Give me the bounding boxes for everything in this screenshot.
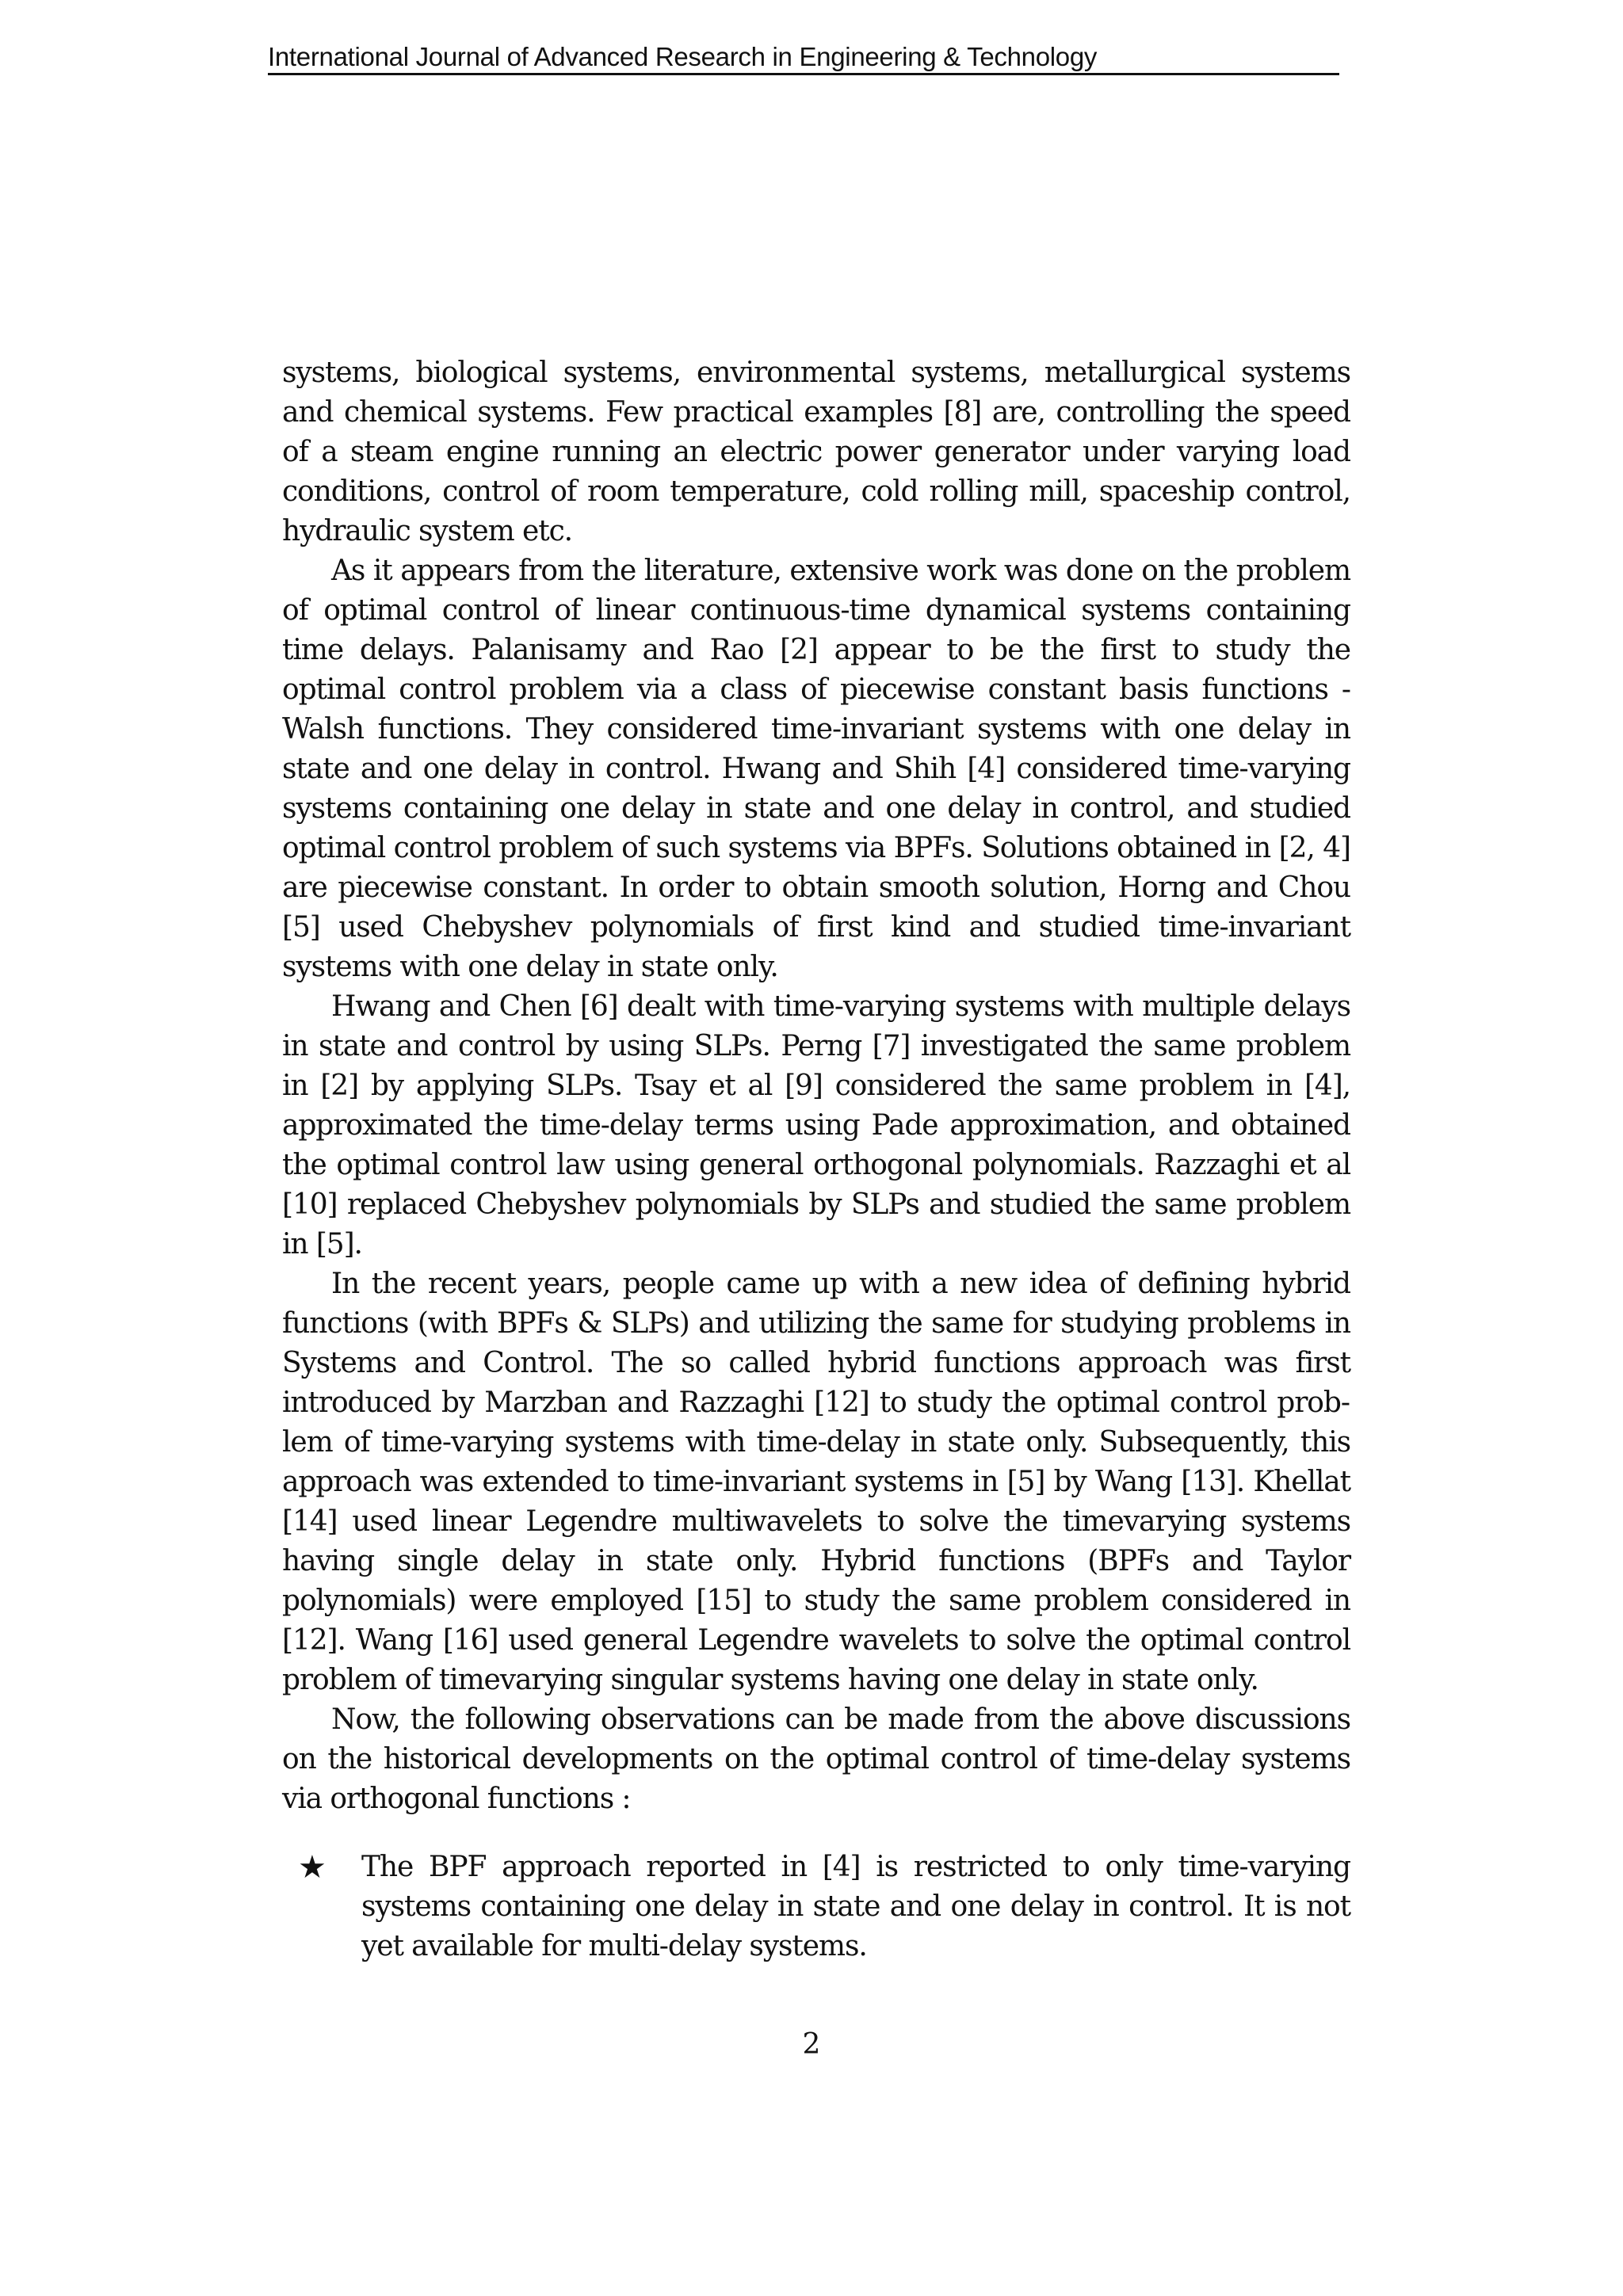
star-bullet-icon: ★	[298, 1849, 326, 1886]
paragraph-literature-review: As it appears from the literature, extensive work was done on the problem of optimal control of linear continuous-time dynamical systems containing time delays. Palanisamy and Rao [2] appear to be the first to study the optimal control problem via a class of piecewise constant basis functions - Walsh functions. They considered time-invariant systems with one delay in state and one delay in control. Hwang and Shih [4] considered time-varying systems containing one delay in state and one delay in control, and studied optimal control problem of such systems via BPFs. Solutions obtained in [2, 4] are piecewise constant. In order to obtain smooth solution, Horng and Chou [5] used Chebyshev polynomials of first kind and studied time-invariant systems with one delay in state only.	[282, 555, 1350, 983]
list-item	[282, 1848, 1350, 1966]
list-item-text: The BPF approach reported in [4] is restricted to only time-varying systems containing one delay in state and one delay in control. It is not yet available for multi-delay systems.	[361, 1851, 1350, 1962]
paragraph-slp-methods: Hwang and Chen [6] dealt with time-varying systems with multiple delays in state and control by using SLPs. Perng [7] investigated the same problem in [2] by applying SLPs. Tsay et al [9] considered the same problem in [4], approximated the time-delay terms using Pade approximation, and obtained the optimal control law using general orthogonal polynomials. Razzaghi et al [10] replaced Chebyshev polynomials by SLPs and studied the same problem in [5].	[282, 990, 1350, 1261]
paragraph-observations-intro: Now, the following observations can be made from the above discussions on the historical developments on the optimal control of time-delay systems via orthogonal functions :	[282, 1703, 1350, 1815]
page-number: 2	[802, 2028, 821, 2061]
journal-header: International Journal of Advanced Research in Engineering & Technology	[268, 41, 1339, 75]
observations-list	[282, 1848, 1350, 1966]
body-text	[282, 353, 1350, 1966]
paragraph-continuation: systems, biological systems, environmental systems, metallurgical systems and chemical systems. Few practical examples [8] are, controlling the speed of a steam engine running an electric power generator under varying load conditions, control of room temperature, cold rolling mill, spaceship control, hydraulic system etc.	[282, 357, 1350, 547]
paragraph-hybrid-functions: In the recent years, people came up with a new idea of defining hybrid functions (with BPFs & SLPs) and utilizing the same for studying problems in Systems and Control. The so called hybrid functions approach was first introduced by Marzban and Razzaghi [12] to study the optimal control problem of time-varying systems with time-delay in state only. Subsequently, this approach was extended to time-invariant systems in [5] by Wang [13]. Khellat [14] used linear Legendre multiwavelets to solve the timevarying systems having single delay in state only. Hybrid functions (BPFs and Taylor polynomials) were employed [15] to study the same problem considered in [12]. Wang [16] used general Legendre wavelets to solve the optimal control problem of timevarying singular systems having one delay in state only.	[282, 1268, 1350, 1696]
